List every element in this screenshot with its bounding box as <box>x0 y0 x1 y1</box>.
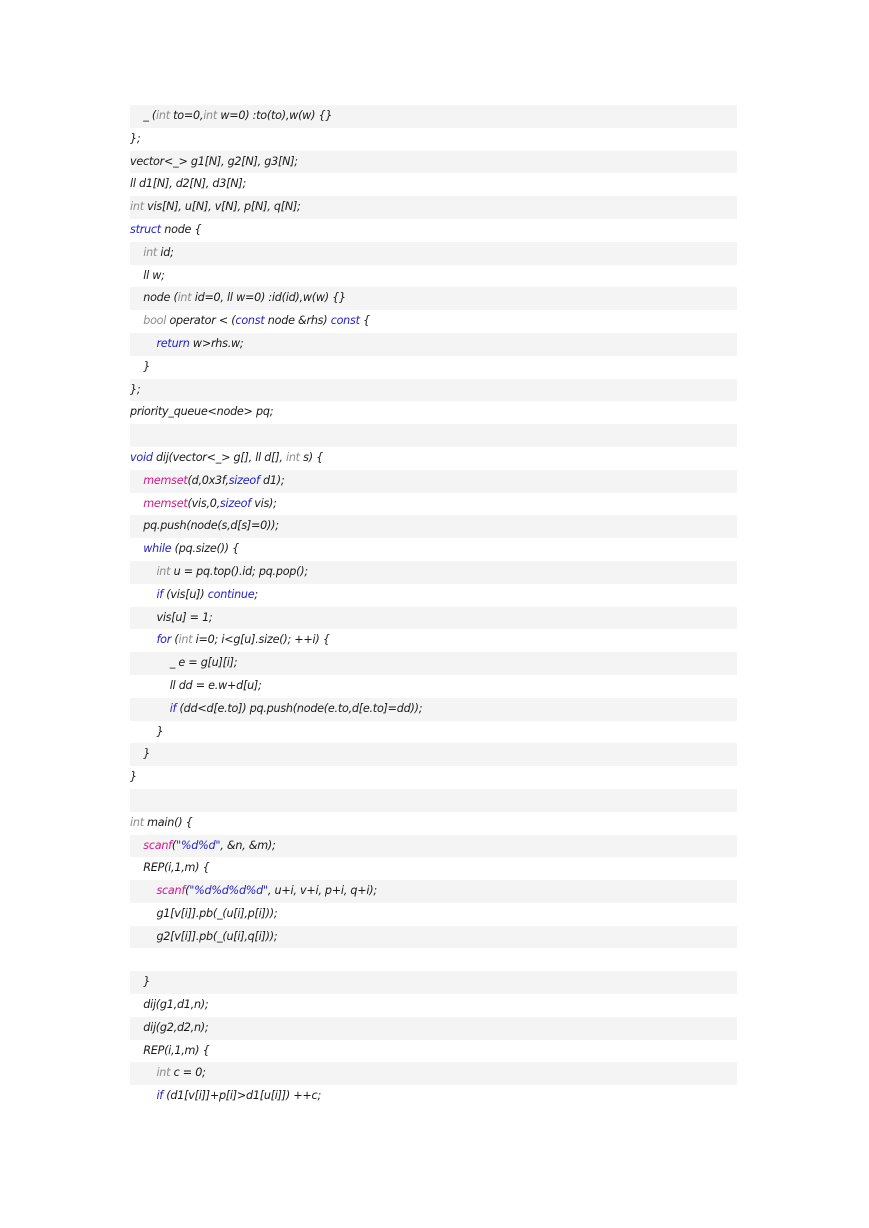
code-token-str: "%d%d" <box>175 838 221 852</box>
code-line <box>130 265 737 288</box>
code-line <box>130 835 737 858</box>
code-token-kw: sizeof <box>228 473 260 487</box>
code-indent <box>130 633 156 646</box>
code-token-type: int <box>156 109 170 122</box>
code-token-plain: w>rhs.w; <box>189 336 244 350</box>
code-token-kw: for <box>156 633 172 647</box>
code-token-plain: id=0, ll w=0) :id(id),w(w) {} <box>191 291 346 305</box>
code-line <box>130 173 737 196</box>
code-line <box>130 721 737 744</box>
code-token-kw: void <box>130 450 153 464</box>
code-token-plain: w=0) :to(to),w(w) {} <box>217 109 333 122</box>
code-token-plain: s) { <box>299 450 323 464</box>
code-token-plain: u = pq.top().id; pq.pop(); <box>170 564 308 578</box>
code-token-plain: vis); <box>250 496 277 510</box>
code-token-plain: ll d1[N], d2[N], d3[N]; <box>130 177 246 191</box>
code-indent <box>130 611 156 624</box>
code-token-plain: operator < ( <box>166 314 236 328</box>
code-line <box>130 538 737 561</box>
code-token-plain: pq.push(node(s,d[s]=0)); <box>143 519 279 533</box>
code-line <box>130 242 737 265</box>
code-line <box>130 151 737 174</box>
code-token-plain: , u+i, v+i, p+i, q+i); <box>267 884 377 898</box>
code-token-type: int <box>178 633 193 647</box>
code-line <box>130 447 737 470</box>
code-token-kw: while <box>143 542 172 556</box>
code-indent <box>130 1089 156 1102</box>
code-line <box>130 219 737 242</box>
code-token-type: int <box>130 815 144 829</box>
code-line <box>130 994 737 1017</box>
code-token-plain: _ e = g[u][i]; <box>169 656 238 670</box>
code-token-fn: scanf <box>143 838 172 852</box>
code-indent <box>130 360 143 373</box>
code-indent <box>130 884 156 897</box>
code-token-plain: ( <box>171 633 179 647</box>
code-token-plain: node ( <box>143 291 178 305</box>
code-token-plain: vis[N], u[N], v[N], p[N], q[N]; <box>143 200 301 214</box>
code-indent <box>130 747 143 760</box>
code-line <box>130 424 737 447</box>
code-token-plain: g1[v[i]].pb(_(u[i],p[i])); <box>156 906 278 920</box>
code-indent <box>130 337 156 350</box>
code-line <box>130 812 737 835</box>
code-token-type: int <box>203 109 218 122</box>
code-line <box>130 356 737 379</box>
code-token-fn: scanf <box>156 884 186 898</box>
code-line <box>130 196 737 219</box>
code-indent <box>130 314 143 327</box>
code-token-kw: return <box>156 336 190 350</box>
code-indent <box>130 565 156 578</box>
code-token-plain: c = 0; <box>170 1066 206 1080</box>
code-token-plain: (d1[v[i]]+p[i]>d1[u[i]]) ++c; <box>163 1089 321 1103</box>
code-line <box>130 379 737 402</box>
code-indent <box>130 542 143 555</box>
code-indent <box>130 998 143 1011</box>
code-token-plain: dij(g1,d1,n); <box>143 998 209 1012</box>
code-line <box>130 128 737 151</box>
code-token-plain: ( <box>185 884 190 898</box>
code-line <box>130 287 737 310</box>
code-line <box>130 493 737 516</box>
code-token-plain: d1); <box>259 473 285 487</box>
code-indent <box>130 907 156 920</box>
code-indent <box>130 702 170 715</box>
code-line <box>130 857 737 880</box>
code-token-plain: id; <box>157 245 174 259</box>
code-token-kw: struct <box>130 222 161 236</box>
code-token-plain: vis[u] = 1; <box>156 610 213 624</box>
code-indent <box>130 1021 143 1034</box>
code-token-plain: (dd<d[e.to]) pq.push(node(e.to,d[e.to]=dd)); <box>176 701 423 715</box>
code-line <box>130 698 737 721</box>
code-token-plain: node { <box>160 222 202 236</box>
code-token-str: "%d%d%d%d" <box>189 884 268 898</box>
code-token-plain: (vis,0, <box>187 496 220 510</box>
code-token-plain: }; <box>130 131 141 145</box>
code-token-plain: (vis[u]) <box>163 587 208 601</box>
code-indent <box>130 269 143 282</box>
code-indent <box>130 497 143 510</box>
code-token-kw: const <box>330 314 360 328</box>
code-indent <box>130 839 143 852</box>
code-indent <box>130 725 156 738</box>
code-token-plain: ll dd = e.w+d[u]; <box>169 678 262 692</box>
code-line <box>130 1085 737 1108</box>
code-token-plain: } <box>143 747 151 761</box>
code-token-plain: } <box>130 770 137 784</box>
code-token-kw: if <box>169 701 177 715</box>
code-token-plain: i=0; i<g[u].size(); ++i) { <box>192 633 330 647</box>
code-indent <box>130 246 143 259</box>
code-line <box>130 584 737 607</box>
code-token-fn: memset <box>143 473 188 487</box>
code-line <box>130 948 737 971</box>
code-token-plain: ll w; <box>143 268 165 282</box>
code-token-plain: priority_queue<node> pq; <box>130 405 274 419</box>
code-token-plain: g2[v[i]].pb(_(u[i],q[i])); <box>156 929 278 943</box>
code-token-plain: to=0, <box>169 109 204 122</box>
code-token-plain: } <box>143 359 151 373</box>
code-token-plain: _ ( <box>143 109 156 122</box>
code-indent <box>130 291 143 304</box>
code-line <box>130 766 737 789</box>
code-line <box>130 515 737 538</box>
code-indent <box>130 930 156 943</box>
code-token-kw: sizeof <box>219 496 251 510</box>
code-indent <box>130 1066 156 1079</box>
code-line <box>130 105 737 128</box>
code-line <box>130 401 737 424</box>
code-token-kw: if <box>156 587 163 601</box>
code-token-type: int <box>285 450 300 464</box>
code-token-type: int <box>130 200 144 214</box>
code-line <box>130 971 737 994</box>
code-token-type: int <box>143 245 158 259</box>
code-indent <box>130 679 170 692</box>
code-token-plain: main() { <box>143 815 193 829</box>
code-token-plain: } <box>156 724 164 738</box>
code-token-plain: REP(i,1,m) { <box>143 861 210 875</box>
code-token-plain: }; <box>130 382 141 396</box>
code-indent <box>130 519 143 532</box>
code-line <box>130 470 737 493</box>
code-token-fn: memset <box>143 496 188 510</box>
code-line <box>130 333 737 356</box>
code-indent <box>130 588 156 601</box>
code-token-plain: dij(g2,d2,n); <box>143 1020 209 1034</box>
code-line <box>130 743 737 766</box>
code-indent <box>130 975 143 988</box>
code-line <box>130 926 737 949</box>
code-line <box>130 903 737 926</box>
code-indent <box>130 474 143 487</box>
code-token-plain: } <box>143 975 151 989</box>
code-token-type: int <box>156 564 171 578</box>
code-token-kw: if <box>156 1089 163 1103</box>
code-line <box>130 310 737 333</box>
code-token-type: int <box>156 1066 171 1080</box>
code-token-plain: ( <box>171 838 176 852</box>
code-line <box>130 607 737 630</box>
code-line <box>130 675 737 698</box>
code-token-kw: continue <box>207 587 255 601</box>
code-line <box>130 789 737 812</box>
code-token-plain: vector<_> g1[N], g2[N], g3[N]; <box>130 154 298 168</box>
code-token-plain: , &n, &m); <box>220 838 276 852</box>
code-line <box>130 561 737 584</box>
code-token-plain: dij(vector<_> g[], ll d[], <box>152 450 286 464</box>
code-token-plain: ; <box>254 587 258 601</box>
code-token-plain: { <box>359 314 370 328</box>
code-token-plain: node &rhs) <box>264 314 331 328</box>
code-line <box>130 652 737 675</box>
code-line <box>130 1062 737 1085</box>
code-block <box>130 105 737 1108</box>
code-token-plain: (d,0x3f, <box>187 473 229 487</box>
code-token-plain: REP(i,1,m) { <box>143 1043 210 1057</box>
code-token-type: int <box>177 291 192 305</box>
code-indent <box>130 1044 143 1057</box>
code-indent <box>130 109 143 122</box>
code-token-type: bool <box>143 314 167 328</box>
code-line <box>130 1040 737 1063</box>
code-indent <box>130 861 143 874</box>
code-line <box>130 880 737 903</box>
code-token-kw: const <box>235 314 265 328</box>
code-indent <box>130 656 170 669</box>
code-line <box>130 629 737 652</box>
code-line <box>130 1017 737 1040</box>
code-token-plain: (pq.size()) { <box>171 542 239 556</box>
